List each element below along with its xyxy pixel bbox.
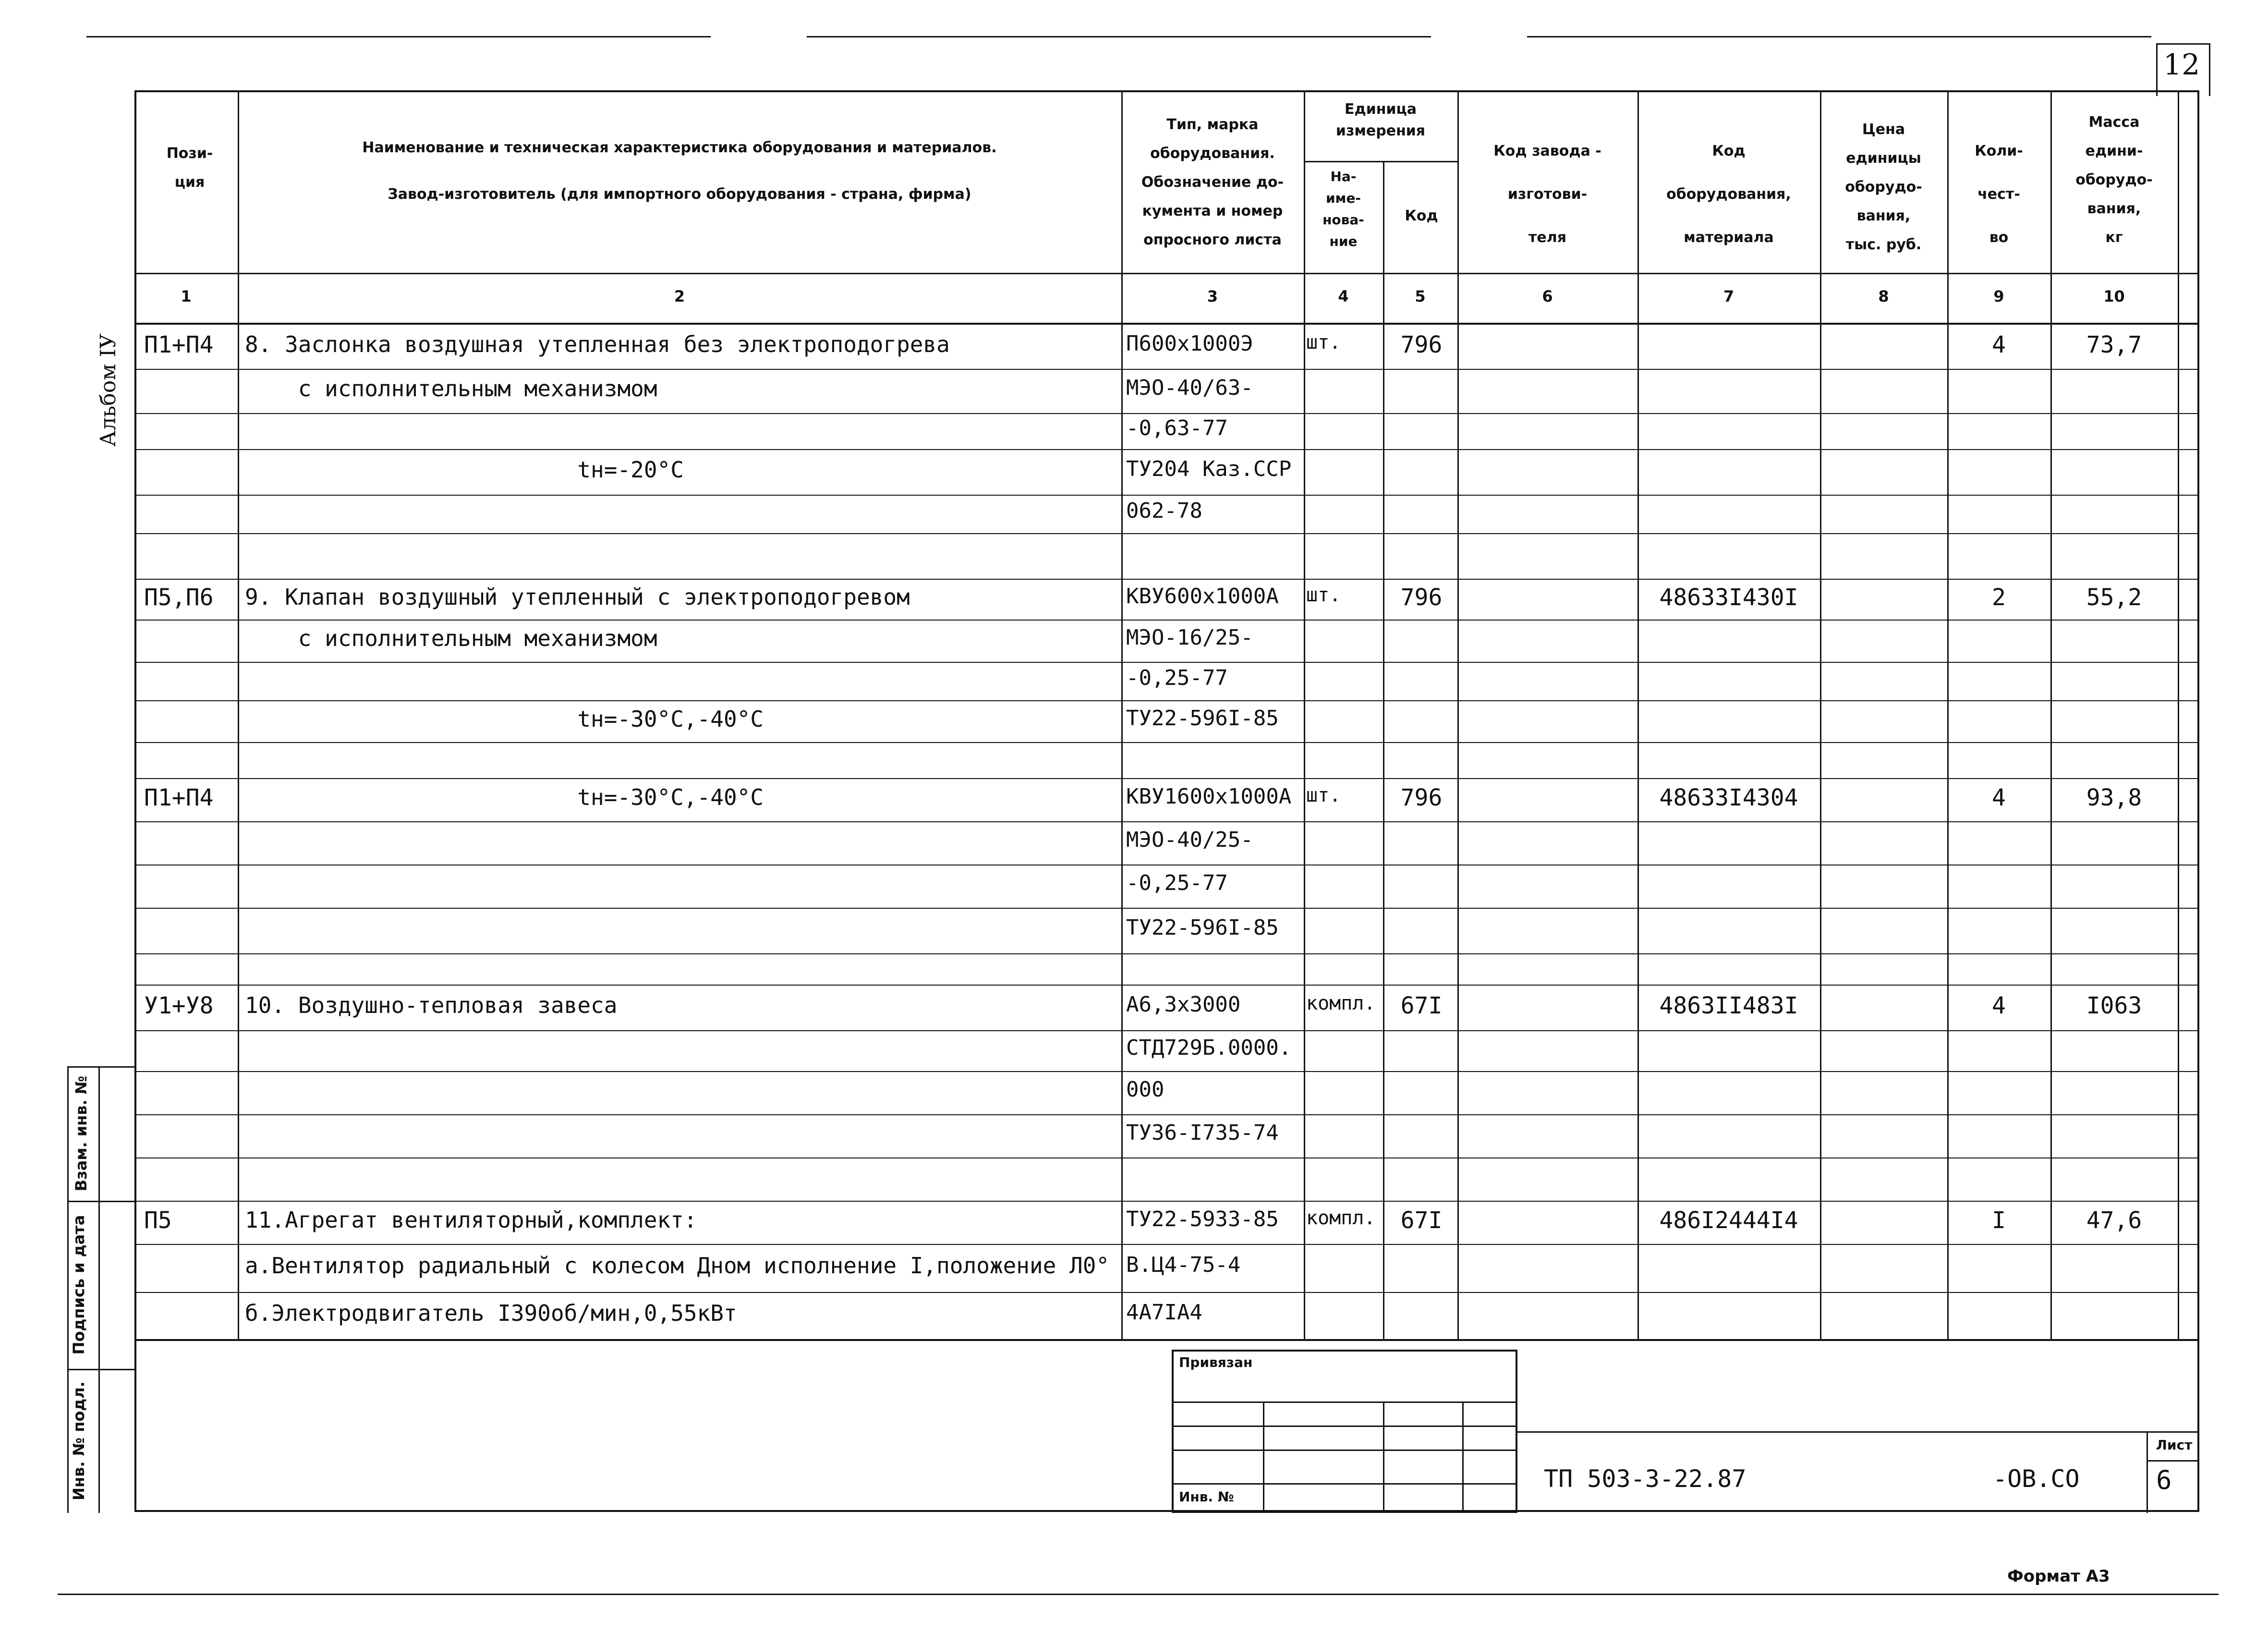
cell-name: tн=-30°С,-40°С	[245, 706, 764, 732]
cell-name: с исполнительным механизмом	[245, 625, 657, 651]
colnum-3: 3	[1207, 287, 1218, 305]
cell-code-equip: 48633І4304	[1659, 784, 1798, 811]
header-position: Пози- ция	[166, 145, 213, 191]
cell-pos: П1+П4	[144, 784, 214, 811]
cell-code-equip: 48633І430І	[1659, 584, 1798, 611]
cell-name: 9. Клапан воздушный утепленный с электроподогревом	[245, 584, 910, 610]
row-separator	[134, 533, 2199, 534]
row-separator	[134, 579, 2199, 580]
list-number: 6	[2156, 1465, 2172, 1495]
colnum-6: 6	[1542, 287, 1553, 305]
row-separator	[134, 778, 2199, 779]
album-label: Альбом ІУ	[96, 333, 121, 447]
cell-code: 796	[1400, 584, 1443, 611]
header-unit: Единица измерения	[1335, 101, 1426, 139]
corner-sheet-number: 12	[2163, 48, 2200, 82]
row-separator	[134, 1030, 2199, 1031]
colnum-8: 8	[1878, 287, 1889, 305]
cell-unit: шт.	[1306, 584, 1341, 606]
row-separator	[134, 1292, 2199, 1293]
cell-type: МЭО-40/63-	[1126, 376, 1253, 400]
doc-code: ТП 503-3-22.87	[1544, 1465, 1746, 1493]
row-separator	[134, 413, 2199, 414]
cell-name: tн=-20°С	[245, 456, 684, 483]
cell-type: ТУ22-5933-85	[1126, 1207, 1279, 1231]
header-name-line1: Наименование и техническая характеристика оборудования и материалов.	[362, 139, 997, 156]
cell-unit: компл.	[1306, 1207, 1376, 1229]
cell-type: ТУ22-596І-85	[1126, 915, 1279, 940]
cell-type: 4А7ІА4	[1126, 1300, 1202, 1325]
list-label: Лист	[2156, 1437, 2193, 1453]
row-separator	[134, 985, 2199, 986]
colnum-7: 7	[1723, 287, 1734, 305]
format-label: Формат А3	[2007, 1567, 2110, 1586]
cell-type: МЭО-40/25-	[1126, 828, 1253, 852]
row-separator	[134, 908, 2199, 909]
cell-pos: У1+У8	[144, 992, 214, 1019]
row-separator	[134, 1071, 2199, 1072]
cell-qty: 4	[1992, 331, 2006, 358]
cell-qty: 4	[1992, 784, 2006, 811]
colnum-9: 9	[1993, 287, 2004, 305]
colnum-10: 10	[2103, 287, 2125, 305]
cell-type: КВУ1600х1000А	[1126, 784, 1292, 809]
row-separator	[134, 821, 2199, 822]
cell-name: 8. Заслонка воздушная утепленная без электроподогрева	[245, 331, 950, 357]
cell-type: ТУ22-596І-85	[1126, 706, 1279, 731]
cell-mass: 47,6	[2086, 1207, 2142, 1234]
row-separator	[134, 620, 2199, 621]
cell-type: 000	[1126, 1077, 1164, 1102]
cell-type: КВУ600х1000А	[1126, 584, 1279, 609]
cell-pos: П5,П6	[144, 584, 214, 611]
cell-unit: шт.	[1306, 331, 1341, 353]
row-separator	[134, 1244, 2199, 1245]
header-mass: Масса едини- оборудо- вания, кг	[2075, 114, 2153, 246]
cell-code: 796	[1400, 784, 1443, 811]
cell-name: с исполнительным механизмом	[245, 376, 657, 402]
cell-pos: П5	[144, 1207, 172, 1234]
row-separator	[134, 742, 2199, 743]
row-separator	[134, 953, 2199, 954]
cell-type: МЭО-16/25-	[1126, 625, 1253, 650]
cell-qty: 2	[1992, 584, 2006, 611]
privyazan-label: Привязан	[1179, 1354, 1253, 1370]
header-price: Цена единицы оборудо- вания, тыс. руб.	[1845, 121, 1922, 253]
cell-name: 11.Агрегат вентиляторный,комплект:	[245, 1207, 697, 1233]
row-separator	[134, 1201, 2199, 1202]
row-separator	[134, 700, 2199, 701]
cell-type: П600х1000Э	[1126, 331, 1253, 356]
cell-pos: П1+П4	[144, 331, 214, 358]
cell-code: 67І	[1400, 992, 1443, 1019]
header-quantity: Коли- чест- во	[1975, 143, 2023, 246]
stamp-vzam-inv: Взам. инв. №	[72, 1075, 90, 1192]
row-separator	[134, 495, 2199, 496]
cell-name: а.Вентилятор радиальный с колесом Дном исполнение І,положение Л0°	[245, 1253, 1110, 1279]
row-separator	[134, 449, 2199, 450]
cell-name: tн=-30°С,-40°С	[245, 784, 764, 810]
stamp-sign-date: Подпись и дата	[70, 1215, 88, 1355]
cell-type: -0,63-77	[1126, 415, 1228, 440]
cell-type: ТУ204 Каз.ССР	[1126, 456, 1292, 481]
colnum-5: 5	[1415, 287, 1426, 305]
cell-mass: І063	[2086, 992, 2142, 1019]
cell-code: 796	[1400, 331, 1443, 358]
cell-type: 062-78	[1126, 499, 1202, 523]
cell-unit: компл.	[1306, 992, 1376, 1014]
cell-type: -0,25-77	[1126, 666, 1228, 690]
row-separator	[134, 662, 2199, 663]
header-unit-code: Код	[1405, 207, 1438, 224]
cell-code-equip: 486І2444І4	[1659, 1207, 1798, 1234]
cell-qty: І	[1992, 1207, 2006, 1234]
colnum-2: 2	[674, 287, 685, 305]
cell-unit: шт.	[1306, 784, 1341, 806]
cell-mass: 55,2	[2086, 584, 2142, 611]
cell-mass: 93,8	[2086, 784, 2142, 811]
cell-type: ТУ36-І735-74	[1126, 1121, 1279, 1145]
cell-type: -0,25-77	[1126, 871, 1228, 895]
inv-no-label: Инв. №	[1179, 1489, 1234, 1505]
stamp-inv-orig: Инв. № подл.	[70, 1381, 88, 1500]
cell-type: СТД729Б.0000.	[1126, 1035, 1292, 1060]
cell-type: В.Ц4-75-4	[1126, 1253, 1241, 1277]
cell-code-equip: 4863ІІ483І	[1659, 992, 1798, 1019]
cell-code: 67І	[1400, 1207, 1443, 1234]
cell-name: 10. Воздушно-тепловая завеса	[245, 992, 618, 1018]
header-name-line2: Завод-изготовитель (для импортного оборудования - страна, фирма)	[388, 186, 971, 203]
header-equipment-code: Код оборудования, материала	[1666, 143, 1791, 246]
colnum-1: 1	[181, 287, 192, 305]
cell-name: б.Электродвигатель І390об/мин,0,55кВт	[245, 1300, 737, 1326]
cell-mass: 73,7	[2086, 331, 2142, 358]
cell-qty: 4	[1992, 992, 2006, 1019]
row-separator	[134, 369, 2199, 370]
cell-type: А6,3х3000	[1126, 992, 1241, 1017]
colnum-4: 4	[1338, 287, 1349, 305]
row-separator	[134, 1114, 2199, 1115]
header-unit-name: На- име- нова- ние	[1322, 169, 1364, 249]
header-type: Тип, марка оборудования. Обозначение до- кумента и номер опросного листа	[1141, 116, 1284, 248]
header-plant-code: Код завода - изготови- теля	[1493, 143, 1601, 246]
doc-suffix: -ОВ.СО	[1993, 1465, 2080, 1493]
